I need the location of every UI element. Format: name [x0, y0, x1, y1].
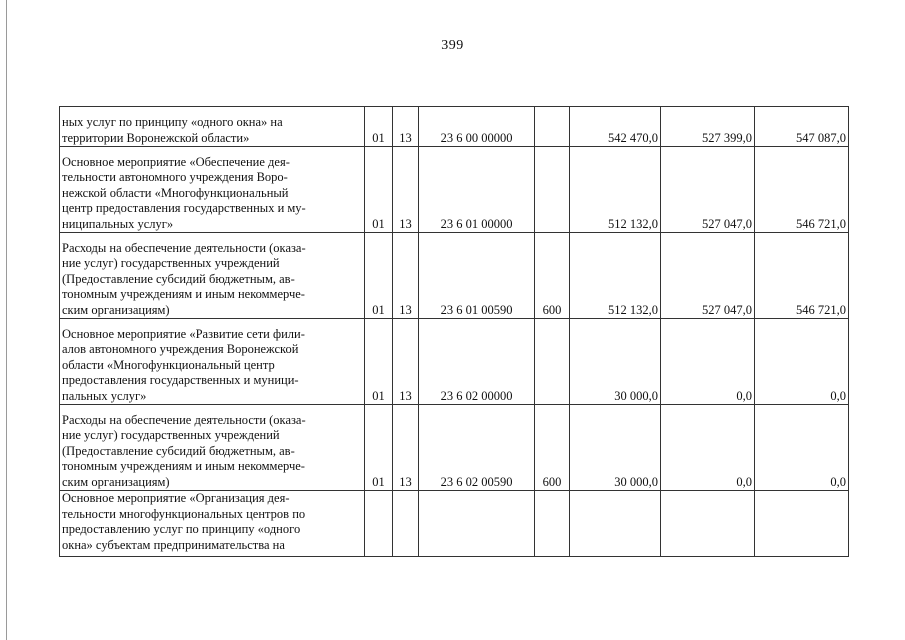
table-row	[60, 491, 849, 557]
table-row	[60, 319, 849, 405]
description-line: предоставлению услуг по принципу «одного	[62, 522, 301, 536]
subsection-cell: 13	[393, 319, 419, 405]
section-cell: 01	[365, 405, 393, 491]
description-line: области «Многофункциональный центр	[62, 357, 275, 372]
amount-year2-cell: 0,0	[661, 319, 755, 405]
description-line: пальных услуг»	[62, 388, 147, 403]
page-number: 399	[441, 38, 464, 53]
target-code-cell: 23 6 01 00000	[419, 147, 535, 233]
amount-year2-cell	[661, 491, 755, 557]
table-row	[60, 147, 849, 233]
budget-table-body	[60, 107, 849, 557]
amount-year2-cell: 527 047,0	[661, 147, 755, 233]
section-cell: 01	[365, 233, 393, 319]
description-line: (Предоставление субсидий бюджетным, ав-	[62, 443, 295, 458]
budget-table	[59, 106, 849, 557]
target-code-cell: 23 6 02 00590	[419, 405, 535, 491]
amount-year2-cell: 0,0	[661, 405, 755, 491]
expense-type-cell	[535, 491, 570, 557]
section-cell: 01	[365, 147, 393, 233]
subsection-cell: 13	[393, 147, 419, 233]
description-line: ниципальных услуг»	[62, 216, 174, 231]
description-line: тономным учреждениям и иным некоммерче-	[62, 459, 305, 473]
amount-year3-cell	[755, 491, 849, 557]
target-code-cell: 23 6 01 00590	[419, 233, 535, 319]
subsection-cell: 13	[393, 107, 419, 147]
row-description-cell	[60, 233, 365, 319]
subsection-cell: 13	[393, 405, 419, 491]
description-line: ние услуг) государственных учреждений	[62, 428, 280, 442]
description-line: Основное мероприятие «Развитие сети фили-	[62, 326, 305, 341]
description-line: центр предоставления государственных и му-	[62, 201, 306, 215]
row-description-cell	[60, 491, 365, 557]
amount-year1-cell	[570, 491, 661, 557]
description-line: Основное мероприятие «Обеспечение дея-	[62, 154, 290, 169]
row-description-cell	[60, 147, 365, 233]
target-code-cell: 23 6 02 00000	[419, 319, 535, 405]
description-line: ским организациям)	[62, 474, 170, 489]
amount-year2-cell: 527 399,0	[661, 107, 755, 147]
expense-type-cell	[535, 319, 570, 405]
expense-type-cell	[535, 147, 570, 233]
target-code-cell	[419, 491, 535, 557]
amount-year1-cell: 30 000,0	[570, 405, 661, 491]
description-line: ных услуг по принципу «одного окна» на	[62, 115, 283, 129]
section-cell	[365, 491, 393, 557]
amount-year1-cell: 542 470,0	[570, 107, 661, 147]
section-cell: 01	[365, 107, 393, 147]
section-cell: 01	[365, 319, 393, 405]
subsection-cell: 13	[393, 233, 419, 319]
description-line: территории Воронежской области»	[62, 130, 250, 145]
amount-year2-cell: 527 047,0	[661, 233, 755, 319]
description-line: нежской области «Многофункциональный	[62, 185, 289, 200]
expense-type-cell: 600	[535, 233, 570, 319]
row-description-cell	[60, 405, 365, 491]
amount-year3-cell: 546 721,0	[755, 233, 849, 319]
description-line: (Предоставление субсидий бюджетным, ав-	[62, 271, 295, 286]
description-line: ским организациям)	[62, 302, 170, 317]
description-line: Основное мероприятие «Организация дея-	[62, 491, 290, 505]
description-line: Расходы на обеспечение деятельности (оказа-	[62, 240, 306, 255]
amount-year3-cell: 546 721,0	[755, 147, 849, 233]
amount-year3-cell: 547 087,0	[755, 107, 849, 147]
expense-type-cell	[535, 107, 570, 147]
amount-year3-cell: 0,0	[755, 319, 849, 405]
page-edge-line	[6, 0, 7, 640]
description-line: ние услуг) государственных учреждений	[62, 256, 280, 270]
row-description-cell	[60, 107, 365, 147]
description-line: тельности автономного учреждения Воро-	[62, 170, 288, 184]
description-line: предоставления государственных и муници-	[62, 373, 299, 387]
amount-year1-cell: 512 132,0	[570, 233, 661, 319]
table-row	[60, 233, 849, 319]
description-line: окна» субъектам предпринимательства на	[62, 537, 285, 552]
description-line: тельности многофункциональных центров по	[62, 506, 306, 521]
row-description-cell	[60, 319, 365, 405]
amount-year3-cell: 0,0	[755, 405, 849, 491]
subsection-cell	[393, 491, 419, 557]
table-row	[60, 107, 849, 147]
amount-year1-cell: 30 000,0	[570, 319, 661, 405]
expense-type-cell: 600	[535, 405, 570, 491]
description-line: алов автономного учреждения Воронежской	[62, 342, 299, 356]
table-row	[60, 405, 849, 491]
target-code-cell: 23 6 00 00000	[419, 107, 535, 147]
amount-year1-cell: 512 132,0	[570, 147, 661, 233]
description-line: Расходы на обеспечение деятельности (оказа-	[62, 412, 306, 427]
description-line: тономным учреждениям и иным некоммерче-	[62, 287, 305, 301]
